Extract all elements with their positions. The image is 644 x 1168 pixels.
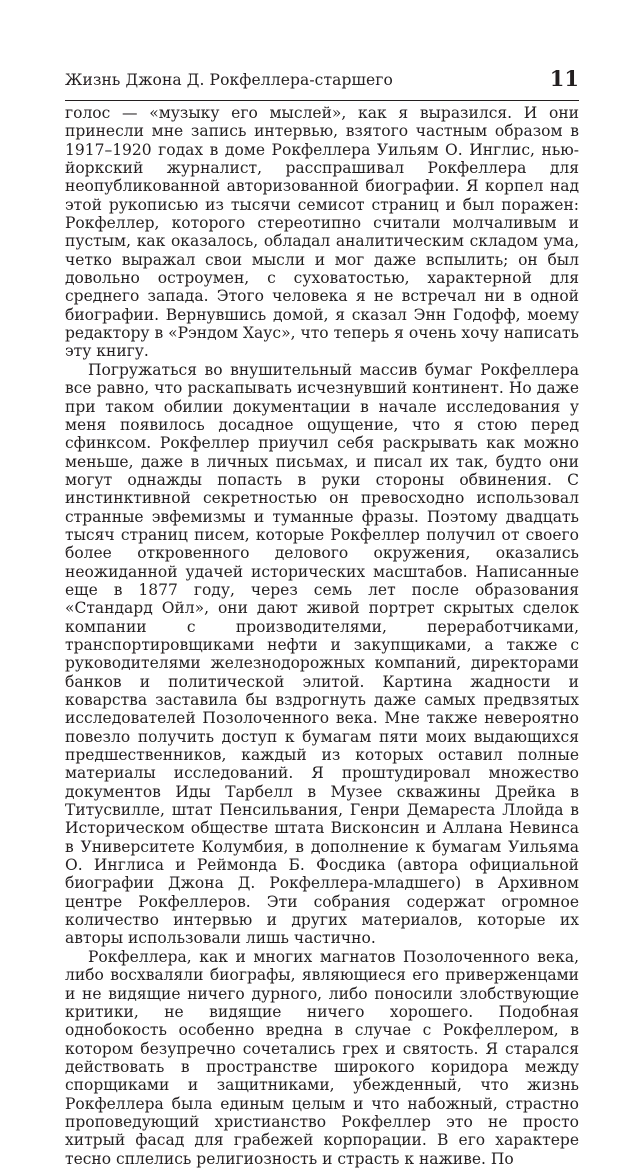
page-number: 11 bbox=[549, 66, 579, 91]
paragraph: Рокфеллера, как и многих магнатов Позолоченного века, либо восхваляли биографы, являющиеся его приверженцами и не видящие ничего дурного, либо поносили злобствующие критики, не видящие ничего хорошего. Подобная однобокость особенно вредна в случае с Рокфеллером, в котором безупречно сочетались грех и святость. Я старался действовать в пространстве широкого коридора между спорщиками и защитниками, убежденный, что жизнь Рокфеллера была единым целым и что набожный, страстно проповедующий христианство Рокфеллер это не просто хитрый фасад для грабежей корпорации. В его характере тесно сплелись религиозность и страсть к наживе. По bbox=[65, 947, 579, 1168]
paragraph: Погружаться во внушительный массив бумаг Рокфеллера все равно, что раскапывать исчезнувший континент. Но даже при таком обилии документации в начале исследования у меня появилось досадное ощущение, что я стою перед сфинксом. Рокфеллер приучил себя раскрывать как можно меньше, даже в личных письмах, и писал их так, будто они могут однажды попасть в руки стороны обвинения. С инстинктивной секретностью он превосходно использовал странные эвфемизмы и туманные фразы. Поэтому двадцать тысяч страниц писем, которые Рокфеллер получил от своего более откровенного делового окружения, оказались неожиданной удачей исторических масштабов. Написанные еще в 1877 году, через семь лет после образования «Стандард Ойл», они дают живой портрет скрытых сделок компании с производителями, переработчиками, транспортировщиками нефти и закупщиками, а также с руководителями железнодорожных компаний, директорами банков и политической элитой. Картина жадности и коварства заставила бы вздрогнуть даже самых предвзятых исследователей Позолоченного века. Мне также невероятно повезло получить доступ к бумагам пяти моих выдающихся предшественников, каждый из которых оставил полные материалы исследований. Я проштудировал множество документов Иды Тарбелл в Музее скважины Дрейка в Титусвилле, штат Пенсильвания, Генри Демареста Ллойда в Историческом обществе штата Висконсин и Аллана Невинса в Университете Колумбия, в дополнение к бумагам Уильяма О. Инглиса и Реймонда Б. Фосдика (автора официальной биографии Джона Д. Рокфеллера-младшего) в Архивном центре Рокфеллеров. Эти собрания содержат огромное количество интервью и других материалов, которые их авторы использовали лишь частично. bbox=[65, 360, 579, 948]
body-text bbox=[65, 104, 579, 1168]
running-title: Жизнь Джона Д. Рокфеллера-старшего bbox=[65, 71, 393, 89]
paragraph: голос — «музыку его мыслей», как я выразился. И они принесли мне запись интервью, взятого частным образом в 1917–1920 годах в доме Рокфеллера Уильям О. Инглис, нью-йоркский журналист, расспрашивал Рокфеллера для неопубликованной авторизованной биографии. Я корпел над этой рукописью из тысячи семисот страниц и был поражен: Рокфеллер, которого стереотипно считали молчаливым и пустым, как оказалось, обладал аналитическим складом ума, четко выражал свои мысли и мог даже вспылить; он был довольно остроумен, с суховатостью, характерной для среднего запада. Этого человека я не встречал ни в одной биографии. Вернувшись домой, я сказал Энн Годофф, моему редактору в «Рэндом Хаус», что теперь я очень хочу написать эту книгу. bbox=[65, 104, 579, 361]
running-header bbox=[65, 60, 579, 101]
